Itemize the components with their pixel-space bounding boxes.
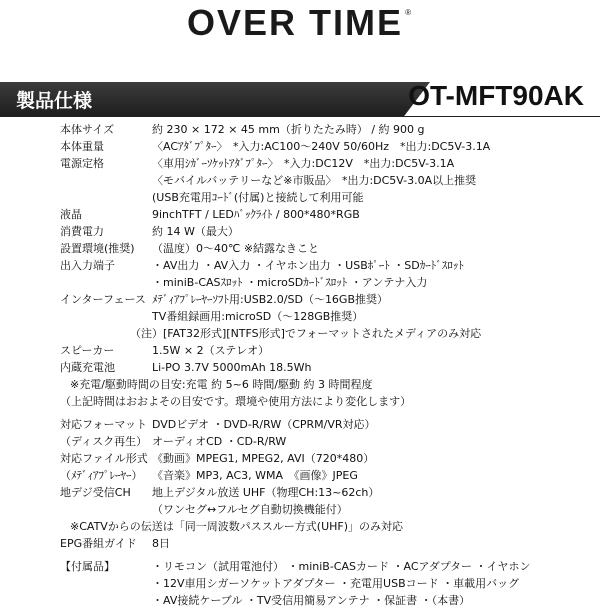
spec-label: （ﾒﾃﾞｨｱﾌﾟﾚｰﾔｰ） — [60, 469, 143, 482]
spec-row-continued — [0, 592, 600, 609]
registered-mark: ® — [405, 8, 413, 17]
spec-row-note — [0, 393, 600, 410]
spec-row-size — [0, 121, 600, 138]
spec-label: （ディスク再生） — [60, 435, 148, 448]
spec-label: 地デジ受信CH — [60, 486, 131, 499]
spec-row-continued — [0, 172, 600, 189]
spec-label: 消費電力 — [60, 225, 104, 238]
spec-value: ﾒﾃﾞｨｱﾌﾟﾚｰﾔｰｿﾌﾄ用:USB2.0/SD（～16GB推奨） — [152, 293, 389, 306]
section-title: 製品仕様 — [16, 90, 93, 112]
spec-value: ・12V車用シガーソケットアダプター ・充電用USBコード ・車載用バッグ — [152, 577, 520, 590]
spec-row-continued — [0, 274, 600, 291]
spec-row-disc-playback — [0, 433, 600, 450]
spec-value: ・AV出力 ・AV入力 ・イヤホン出力 ・USBﾎﾟｰﾄ ・SDｶｰﾄﾞｽﾛｯﾄ — [152, 259, 464, 272]
spec-value: Li-PO 3.7V 5000mAh 18.5Wh — [152, 361, 312, 374]
spec-value: （注）[FAT32形式][NTFS形式]でフォーマットされたメディアのみ対応 — [130, 327, 482, 340]
spec-row-note — [0, 376, 600, 393]
brand-name: OVER TIME — [187, 2, 404, 43]
spec-label: 本体サイズ — [60, 123, 115, 136]
spec-value: （上記時間はおおよその目安です。環境や使用方法により変化します） — [60, 395, 412, 408]
spec-label: 内蔵充電池 — [60, 361, 115, 374]
spec-row-media-player — [0, 467, 600, 484]
spec-value: 〈ACｱﾀﾞﾌﾟﾀｰ〉 *入力:AC100～240V 50/60Hz *出力:DC5V-3.1A — [152, 140, 491, 153]
spec-row-speaker — [0, 342, 600, 359]
spec-value: TV番組録画用:microSD（～128GB推奨） — [152, 310, 364, 323]
spec-value: オーディオCD ・CD-R/RW — [152, 435, 287, 448]
spec-value: 約 14 W（最大） — [152, 225, 239, 238]
spec-label: EPG番組ガイド — [60, 537, 137, 550]
spec-row-io-ports — [0, 257, 600, 274]
spec-row-tv-channels — [0, 484, 600, 501]
spec-row-battery — [0, 359, 600, 376]
spec-row-environment — [0, 240, 600, 257]
spec-label: 本体重量 — [60, 140, 104, 153]
spec-value: 9inchTFT / LEDﾊﾞｯｸﾗｲﾄ / 800*480*RGB — [152, 208, 360, 221]
spec-value: 1.5W × 2（ステレオ） — [152, 344, 270, 357]
spec-row-continued — [0, 189, 600, 206]
brand-logo — [0, 2, 600, 44]
spec-value: ・AV接続ケーブル ・TV受信用簡易アンテナ ・保証書 ・（本書） — [152, 594, 471, 607]
spec-value: 《音楽》MP3, AC3, WMA 《画像》JPEG — [152, 469, 358, 482]
spec-value: ・miniB-CASｽﾛｯﾄ ・microSDｶｰﾄﾞｽﾛｯﾄ ・アンテナ入力 — [152, 276, 428, 289]
spec-row-lcd — [0, 206, 600, 223]
header-divider — [0, 116, 600, 117]
spec-value: 地上デジタル放送 UHF（物理CH:13~62ch） — [152, 486, 380, 499]
spec-row-formats — [0, 416, 600, 433]
spec-label: 出入力端子 — [60, 259, 115, 272]
spec-row-file-formats — [0, 450, 600, 467]
spec-value: 《動画》MPEG1, MPEG2, AVI（720*480） — [152, 452, 375, 465]
spec-row-note — [0, 518, 600, 535]
spec-value: ※CATVからの伝送は「同一周波数パススルー方式(UHF)」のみ対応 — [70, 520, 404, 533]
spec-row-note — [0, 325, 600, 342]
spec-row-continued — [0, 308, 600, 325]
spec-row-interface — [0, 291, 600, 308]
spec-value: 〈車用ｼｶﾞｰｿｹｯﾄｱﾀﾞﾌﾟﾀｰ〉 *入力:DC12V *出力:DC5V-3.1A — [152, 157, 455, 170]
spec-label: 電源定格 — [60, 157, 104, 170]
model-number: OT-MFT90AK — [408, 80, 584, 111]
spec-row-continued — [0, 575, 600, 592]
spec-value: (USB充電用ｺｰﾄﾞ(付属)と接続して利用可能 — [152, 191, 364, 204]
spec-value: 〈モバイルバッテリーなど※市販品〉 *出力:DC5V-3.0A以上推奨 — [152, 174, 477, 187]
spec-label: スピーカー — [60, 344, 115, 357]
spec-label: 対応フォーマット — [60, 418, 148, 431]
spec-value: （ワンセグ↔フルセグ自動切換機能付） — [152, 503, 348, 516]
spec-value: ・リモコン（試用電池付） ・miniB-CASカード ・ACアダプター ・イヤホン — [152, 560, 531, 573]
spec-value: 約 230 × 172 × 45 mm（折りたたみ時） / 約 900 g — [152, 123, 425, 136]
spec-label: 対応ファイル形式 — [60, 452, 148, 465]
spec-row-power-rating — [0, 155, 600, 172]
spec-label: インターフェース — [60, 293, 146, 306]
spec-row-accessories — [0, 558, 600, 575]
spec-label: 【付属品】 — [60, 560, 115, 573]
spec-value: 8日 — [152, 537, 170, 550]
spec-label: 設置環境(推奨) — [60, 242, 135, 255]
spec-row-continued — [0, 501, 600, 518]
spec-table — [0, 121, 600, 609]
spec-row-weight — [0, 138, 600, 155]
spec-value: DVDビデオ ・DVD-R/RW（CPRM/VR対応） — [152, 418, 376, 431]
spec-row-consumption — [0, 223, 600, 240]
spec-row-epg — [0, 535, 600, 552]
spec-value: （温度）0～40℃ ※結露なきこと — [152, 242, 320, 255]
spec-label: 液晶 — [60, 208, 82, 221]
spec-value: ※充電/駆動時間の目安:充電 約 5~6 時間/駆動 約 3 時間程度 — [70, 378, 373, 391]
